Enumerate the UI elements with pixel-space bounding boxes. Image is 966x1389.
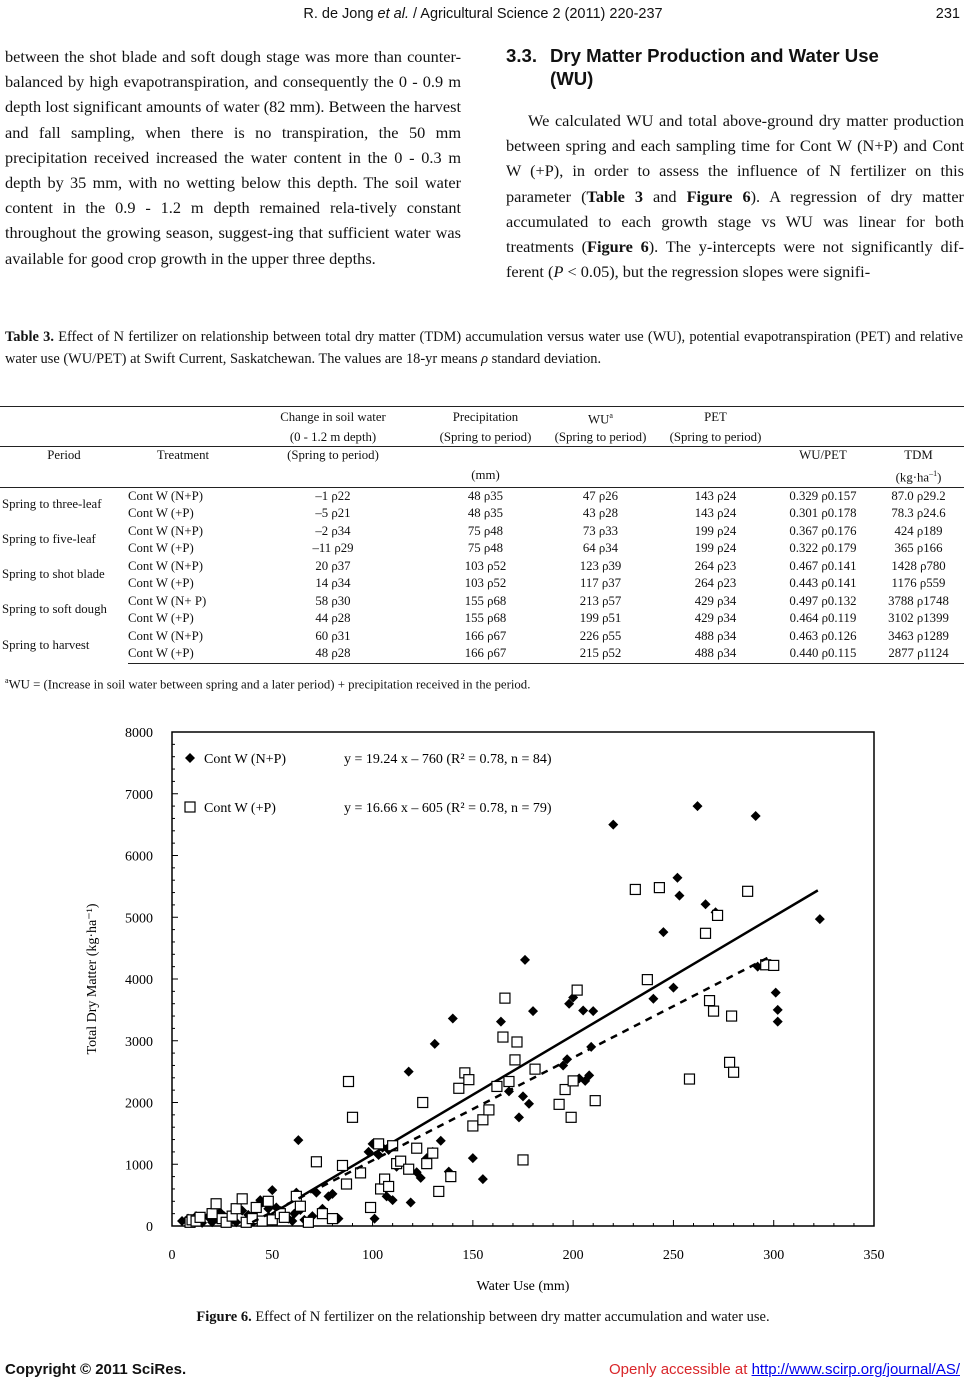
col-header-change: Change in soil water: [238, 407, 428, 429]
table-row: [0, 628, 964, 646]
table-header-row: [0, 429, 964, 447]
section-title-line2: (WU): [550, 68, 594, 89]
value-cell-tdm: 2877 ρ1124: [873, 645, 964, 663]
table-units-row: [0, 465, 964, 487]
data-point-plusp: [366, 1202, 376, 1212]
data-point-plusp: [743, 886, 753, 896]
data-point-plusp: [341, 1179, 351, 1189]
unit-superscript: –1: [929, 468, 938, 478]
data-point-plusp: [725, 1057, 735, 1067]
value-cell-pet: 199 ρ24: [694, 541, 737, 556]
value-cell-sw: 20 ρ37: [315, 558, 351, 573]
value-cell-ratio: 0.463 ρ0.126: [789, 628, 857, 643]
table-3: [0, 406, 964, 664]
col-header-period: Period: [47, 448, 81, 463]
y-tick-label: 4000: [125, 973, 153, 988]
value-cell-pr: 48 ρ35: [467, 488, 504, 503]
treatment-cell: Cont W (+P): [128, 541, 194, 556]
data-point-plusp: [446, 1172, 456, 1182]
data-point-plusp: [554, 1099, 564, 1109]
data-point-plusp: [303, 1217, 313, 1227]
value-cell-pr: 155 ρ68: [464, 611, 507, 626]
treatment-cell: Cont W (N+P): [128, 558, 204, 573]
value-cell-pet: 488 ρ34: [694, 628, 737, 643]
col-subheader: (Spring to period): [287, 448, 379, 463]
data-point-plusp: [295, 1201, 305, 1211]
table-row: [0, 558, 964, 576]
journal-citation: / Agricultural Science 2 (2011) 220-237: [408, 6, 663, 22]
value-cell-tdm: 1176 ρ559: [891, 576, 946, 591]
unit-text: ): [937, 470, 942, 485]
value-cell-sw: 58 ρ30: [315, 593, 351, 608]
data-point-plusp: [705, 996, 715, 1006]
col-header-precip: Precipitation: [428, 407, 543, 429]
value-cell-wu: 199 ρ51: [579, 611, 622, 626]
unit-text: (kg·ha: [895, 470, 930, 485]
y-tick-label: 7000: [125, 787, 153, 803]
col-header-treatment: Treatment: [156, 448, 210, 463]
treatment-cell: Cont W (N+P): [128, 523, 204, 538]
data-point-plusp: [279, 1212, 289, 1222]
x-tick-label: 150: [462, 1248, 484, 1263]
data-point-plusp: [237, 1194, 247, 1204]
table-label: Table 3.: [5, 329, 54, 345]
x-tick-label: 50: [265, 1248, 280, 1263]
data-point-plusp: [327, 1214, 337, 1224]
data-point-plusp: [384, 1181, 394, 1191]
value-cell-wu: 47 ρ26: [582, 488, 619, 503]
data-point-plusp: [727, 1011, 737, 1021]
value-cell-wu: 123 ρ39: [579, 558, 622, 573]
data-point-plusp: [211, 1199, 221, 1209]
data-point-plusp: [348, 1112, 358, 1122]
value-cell-sw: 14 ρ34: [315, 576, 351, 591]
value-cell-pr: 166 ρ67: [464, 628, 507, 643]
period-cell: Spring to harvest: [2, 637, 90, 652]
wu-superscript: a: [609, 411, 613, 420]
y-axis-label: Total Dry Matter (kg·ha⁻¹): [85, 903, 100, 1055]
table-header-row: [0, 447, 964, 465]
period-cell: Spring to shot blade: [2, 567, 105, 582]
data-point-plusp: [291, 1191, 301, 1201]
x-tick-label: 300: [763, 1248, 785, 1263]
data-point-plusp: [530, 1064, 540, 1074]
value-cell-ratio: 0.329 ρ0.157: [789, 488, 857, 503]
y-tick-label: 5000: [125, 911, 153, 927]
section-title-line1: Dry Matter Production and Water Use: [550, 45, 879, 66]
data-point-plusp: [195, 1212, 205, 1222]
value-cell-wu: 226 ρ55: [579, 628, 622, 643]
data-point-plusp: [492, 1081, 502, 1091]
value-cell-pr: 48 ρ35: [467, 506, 504, 521]
data-point-plusp: [642, 975, 652, 985]
left-column: [5, 44, 461, 271]
figure-caption-text: Effect of N fertilizer on the relationship between dry matter accumulation and water use.: [251, 1309, 770, 1325]
treatment-cell: Cont W (+P): [128, 645, 238, 663]
data-point-plusp: [344, 1077, 354, 1087]
y-tick-label: 8000: [125, 726, 153, 741]
value-cell-tdm: 365 ρ166: [894, 541, 943, 556]
data-point-plusp: [568, 1076, 578, 1086]
unit-kg-ha: [873, 465, 964, 487]
treatment-cell: Cont W (N+P): [128, 628, 204, 643]
open-access-text: Openly accessible at: [609, 1361, 752, 1378]
data-point-plusp: [729, 1067, 739, 1077]
col-header-tdm: TDM: [904, 448, 933, 463]
value-cell-wu: 215 ρ52: [543, 645, 658, 663]
data-point-plusp: [231, 1204, 241, 1214]
data-point-plusp: [337, 1160, 347, 1170]
value-cell-sw: 60 ρ31: [315, 628, 351, 643]
data-point-plusp: [412, 1143, 422, 1153]
y-tick-label: 2000: [125, 1096, 153, 1112]
authors: R. de Jong: [303, 6, 378, 22]
data-point-plusp: [512, 1037, 522, 1047]
table-row: [0, 523, 964, 541]
text-run: ). A regression of dry matter accumulated to each growth stage vs WU was linear for both treatments (: [506, 186, 964, 257]
data-point-plusp: [654, 883, 664, 893]
treatment-cell: Cont W (+P): [128, 506, 194, 521]
data-point-plusp: [468, 1121, 478, 1131]
value-cell-pr: 75 ρ48: [467, 523, 504, 538]
data-point-plusp: [422, 1159, 432, 1169]
table-row: [0, 593, 964, 611]
text-run: We calculated WU and total above-ground dry matter production between spring and each sampling time for Cont W (N+P) and Cont W (+P), in order to assess the influence of N fertilizer on this parameter (: [506, 111, 964, 206]
value-cell-pet: 429 ρ34: [694, 611, 737, 626]
data-point-plusp: [257, 1216, 267, 1226]
y-tick-label: 3000: [125, 1034, 153, 1050]
value-cell-tdm: 424 ρ189: [894, 523, 943, 538]
data-point-plusp: [500, 993, 510, 1003]
data-point-plusp: [434, 1186, 444, 1196]
table-reference-link[interactable]: Table 3: [586, 186, 644, 206]
value-cell-sw: 48 ρ28: [238, 645, 428, 663]
table-header-row: [0, 407, 964, 429]
table-row: [0, 645, 964, 663]
data-point-plusp: [504, 1077, 514, 1087]
value-cell-wu: 213 ρ57: [579, 593, 622, 608]
value-cell-pr: 103 ρ52: [464, 558, 507, 573]
right-column: [506, 108, 964, 284]
data-point-plusp: [484, 1105, 494, 1115]
value-cell-tdm: 3102 ρ1399: [888, 611, 949, 626]
value-cell-ratio: 0.497 ρ0.132: [789, 593, 857, 608]
data-point-plusp: [498, 1032, 508, 1042]
col-header-wupet: WU/PET: [799, 448, 847, 463]
value-cell-pet: 264 ρ23: [694, 558, 737, 573]
data-point-plusp: [590, 1096, 600, 1106]
value-cell-sw: 44 ρ28: [315, 611, 351, 626]
text-run: and: [643, 186, 687, 206]
data-point-plusp: [263, 1196, 273, 1206]
x-axis-label: Water Use (mm): [476, 1279, 570, 1294]
value-cell-sw: –11 ρ29: [312, 541, 354, 556]
data-point-plusp: [311, 1157, 321, 1167]
equation-plusp: y = 16.66 x – 605 (R² = 0.78, n = 79): [344, 801, 552, 816]
data-point-plusp: [478, 1115, 488, 1125]
data-point-plusp: [713, 910, 723, 920]
figure-6-chart: [72, 716, 892, 1298]
wu-label: WU: [588, 412, 610, 427]
table-row: [0, 505, 964, 523]
open-access-notice: [609, 1361, 960, 1378]
data-point-plusp: [418, 1098, 428, 1108]
equation-nplusp: y = 19.24 x – 760 (R² = 0.78, n = 84): [344, 752, 552, 767]
value-cell-tdm: 87.0 ρ29.2: [891, 488, 946, 503]
data-point-plusp: [709, 1006, 719, 1016]
data-point-plusp: [769, 960, 779, 970]
value-cell-tdm: 78.3 ρ24.6: [891, 506, 946, 521]
data-point-plusp: [374, 1139, 384, 1149]
value-cell-ratio: 0.440 ρ0.115: [773, 645, 873, 663]
value-cell-pet: 264 ρ23: [694, 576, 737, 591]
value-cell-pr: 166 ρ67: [428, 645, 543, 663]
value-cell-pr: 103 ρ52: [464, 576, 507, 591]
x-tick-label: 250: [662, 1248, 684, 1263]
value-cell-tdm: 3788 ρ1748: [888, 593, 949, 608]
value-cell-sw: –1 ρ22: [315, 488, 351, 503]
legend-label-nplusp: Cont W (N+P): [204, 752, 287, 767]
data-point-plusp: [701, 928, 711, 938]
data-point-plusp: [464, 1075, 474, 1085]
data-point-plusp: [251, 1202, 261, 1212]
x-tick-label: 100: [362, 1248, 384, 1263]
section-heading: [506, 44, 946, 90]
period-cell: Spring to five-leaf: [2, 532, 96, 547]
text-run: < 0.05), but the regression slopes were signifi-: [563, 262, 871, 282]
value-cell-tdm: 1428 ρ780: [891, 558, 946, 573]
rho-symbol: ρ: [481, 351, 488, 367]
value-cell-pet: 429 ρ34: [694, 593, 737, 608]
col-subheader: (Spring to period): [658, 429, 773, 447]
col-subheader: (Spring to period): [543, 429, 658, 447]
data-point-plusp: [207, 1209, 217, 1219]
treatment-cell: Cont W (N+P): [128, 488, 204, 503]
caption-text: standard deviation.: [488, 351, 602, 367]
running-header: [0, 6, 966, 26]
value-cell-ratio: 0.464 ρ0.119: [789, 611, 857, 626]
figure-caption: [0, 1309, 966, 1326]
data-point-plusp: [566, 1112, 576, 1122]
value-cell-wu: 117 ρ37: [579, 576, 622, 591]
data-point-plusp: [317, 1209, 327, 1219]
x-tick-label: 200: [562, 1248, 584, 1263]
page-number: 231: [935, 6, 960, 22]
table-row: [0, 540, 964, 558]
value-cell-ratio: 0.467 ρ0.141: [789, 558, 857, 573]
y-tick-label: 0: [146, 1220, 153, 1235]
value-cell-pet: 143 ρ24: [694, 506, 737, 521]
section-paragraph: [506, 108, 964, 284]
value-cell-sw: –5 ρ21: [315, 506, 351, 521]
data-point-plusp: [510, 1055, 520, 1065]
treatment-cell: Cont W (+P): [128, 611, 194, 626]
value-cell-pet: 143 ρ24: [694, 488, 737, 503]
caption-text: Effect of N fertilizer on relationship between total dry matter (TDM) accumulation versus water use (WU), potential evapotranspiration (PET) and relative water use (WU/PET) at Swift Current, Saskatchewan. The values are 18-yr means: [5, 329, 963, 367]
y-tick-label: 1000: [125, 1158, 153, 1174]
table-row: [0, 487, 964, 505]
value-cell-wu: 73 ρ33: [582, 523, 619, 538]
journal-title: [0, 6, 966, 22]
table-row: [0, 575, 964, 593]
col-subheader: (0 - 1.2 m depth): [238, 429, 428, 447]
value-cell-ratio: 0.301 ρ0.178: [789, 506, 857, 521]
data-point-plusp: [518, 1155, 528, 1165]
treatment-cell: Cont W (N+ P): [128, 593, 207, 608]
data-point-plusp: [454, 1083, 464, 1093]
figure-label: Figure 6.: [196, 1309, 252, 1325]
value-cell-sw: –2 ρ34: [315, 523, 351, 538]
table-body: [0, 487, 964, 663]
x-tick-label: 0: [168, 1248, 176, 1263]
table-row: [0, 610, 964, 628]
col-subheader: (Spring to period): [428, 429, 543, 447]
value-cell-ratio: 0.322 ρ0.179: [789, 541, 857, 556]
text-run: ). The y-intercepts were not significantly dif-ferent (: [506, 237, 964, 282]
y-tick-label: 6000: [125, 849, 153, 865]
table-caption: [5, 326, 963, 370]
data-point-plusp: [684, 1074, 694, 1084]
et-al: et al.: [377, 6, 409, 22]
figure-reference-link[interactable]: Figure 6: [587, 237, 649, 257]
treatment-cell: Cont W (+P): [128, 576, 194, 591]
value-cell-ratio: 0.443 ρ0.141: [789, 576, 857, 591]
p-variable: P: [553, 262, 564, 282]
value-cell-tdm: 3463 ρ1289: [888, 628, 949, 643]
unit-mm: (mm): [428, 465, 543, 487]
value-cell-pet: 199 ρ24: [694, 523, 737, 538]
legend-label-plusp: Cont W (+P): [204, 801, 276, 816]
value-cell-pr: 155 ρ68: [464, 593, 507, 608]
footnote-text: WU = (Increase in soil water between spring and a later period) + precipitation received in the period.: [8, 677, 531, 692]
value-cell-wu: 64 ρ34: [582, 541, 619, 556]
left-paragraph: between the shot blade and soft dough stage was more than counter-balanced by high evapotranspiration, and consequently the 0 - 0.9 m depth lost significant amounts of water (82 mm). Between the harvest and fall sampling, when there is no transpiration, the 50 mm precipitation received increased the water content in the 0 - 0.3 m depth by 35 mm, with no wetting below this depth. The soil water content in the 0.9 - 1.2 m depth remained rela-tively constant throughout the growing season, suggest-ing that sufficient water was available for good crop growth in the upper three depths.: [5, 47, 461, 268]
col-header-pet: PET: [658, 407, 773, 429]
value-cell-ratio: 0.367 ρ0.176: [789, 523, 857, 538]
section-number: 3.3.: [506, 45, 538, 66]
footnote-marker: a: [5, 676, 9, 685]
data-point-plusp: [428, 1148, 438, 1158]
x-tick-label: 350: [863, 1248, 885, 1263]
journal-url-link[interactable]: http://www.scirp.org/journal/AS/: [751, 1361, 960, 1378]
legend-marker-plusp: [185, 802, 195, 812]
period-cell: Spring to three-leaf: [2, 497, 102, 512]
data-point-plusp: [572, 985, 582, 995]
table-footnote: [5, 676, 530, 692]
col-header-wu: [543, 407, 658, 429]
value-cell-pet: 488 ρ34: [658, 645, 773, 663]
data-point-plusp: [630, 884, 640, 894]
figure-reference-link[interactable]: Figure 6: [686, 186, 751, 206]
data-point-plusp: [404, 1164, 414, 1174]
copyright-notice: Copyright © 2011 SciRes.: [5, 1361, 187, 1378]
value-cell-wu: 43 ρ28: [582, 506, 619, 521]
value-cell-pr: 75 ρ48: [467, 541, 504, 556]
period-cell: Spring to soft dough: [2, 602, 107, 617]
